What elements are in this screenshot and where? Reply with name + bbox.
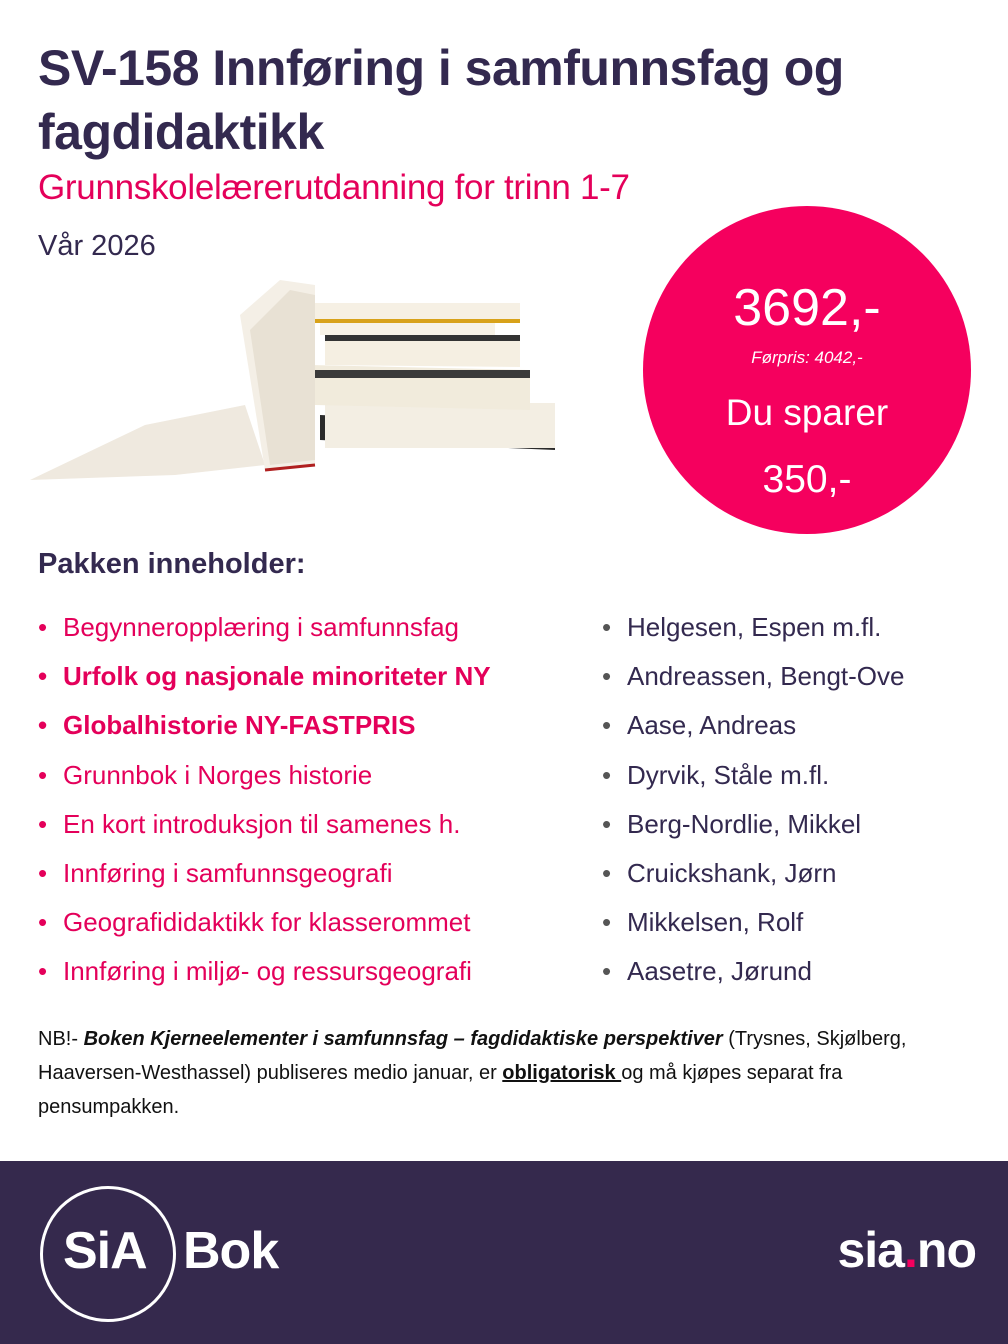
note-body: (Trysnes, Skjølberg, Haaversen-Westhassel) publiseres medio januar, er (38, 1028, 907, 1084)
previous-price: Førpris: 4042,- (751, 348, 863, 367)
book-title: • Innføring i miljø- og ressursgeografi (38, 956, 491, 1005)
price-badge (643, 206, 971, 534)
book-title: • Urfolk og nasjonale minoriteter NY (38, 661, 491, 710)
sia-logo: SiA (63, 1222, 147, 1280)
book-author: • Berg-Nordlie, Mikkel (602, 809, 905, 858)
book-title-list (38, 612, 491, 1006)
page-subtitle: Grunnskolelærerutdanning for trinn 1-7 (38, 168, 630, 207)
bok-logo-text: Bok (183, 1222, 279, 1280)
book-title: • En kort introduksjon til samenes h. (38, 809, 491, 858)
book-title: • Begynneropplæring i samfunnsfag (38, 612, 491, 661)
book-author: • Cruickshank, Jørn (602, 858, 905, 907)
books-illustration (25, 275, 565, 490)
site-part: sia (837, 1222, 904, 1278)
note-prefix: NB!- (38, 1028, 84, 1050)
book-title: • Innføring i samfunnsgeografi (38, 858, 491, 907)
current-price: 3692,- (733, 279, 881, 337)
book-author: • Helgesen, Espen m.fl. (602, 612, 905, 661)
page-title: SV-158 Innføring i samfunnsfag og fagdidaktikk (38, 40, 844, 160)
note-emphasis: obligatorisk (502, 1062, 622, 1084)
note-text (38, 1022, 968, 1124)
book-author: • Aase, Andreas (602, 710, 905, 759)
site-part: no (916, 1222, 976, 1278)
book-author: • Dyrvik, Ståle m.fl. (602, 760, 905, 809)
book-author-list (602, 612, 905, 1006)
note-book-title: Boken Kjerneelementer i samfunnsfag – fagdidaktiske perspektiver (83, 1028, 723, 1050)
term-label: Vår 2026 (38, 230, 156, 262)
note-suffix: og må kjøpes separat fra pensumpakken. (38, 1062, 843, 1118)
savings-amount: 350,- (762, 458, 852, 501)
savings-label: Du sparer (725, 392, 889, 433)
book-author: • Aasetre, Jørund (602, 956, 905, 1005)
site-dot: . (904, 1222, 917, 1278)
footer (0, 1161, 1008, 1344)
package-heading: Pakken inneholder: (38, 548, 306, 580)
book-title: • Geografididaktikk for klasserommet (38, 907, 491, 956)
book-author: • Mikkelsen, Rolf (602, 907, 905, 956)
book-title: • Globalhistorie NY-FASTPRIS (38, 710, 491, 759)
book-author: • Andreassen, Bengt-Ove (602, 661, 905, 710)
book-title: • Grunnbok i Norges historie (38, 760, 491, 809)
website-link[interactable] (837, 1221, 976, 1279)
